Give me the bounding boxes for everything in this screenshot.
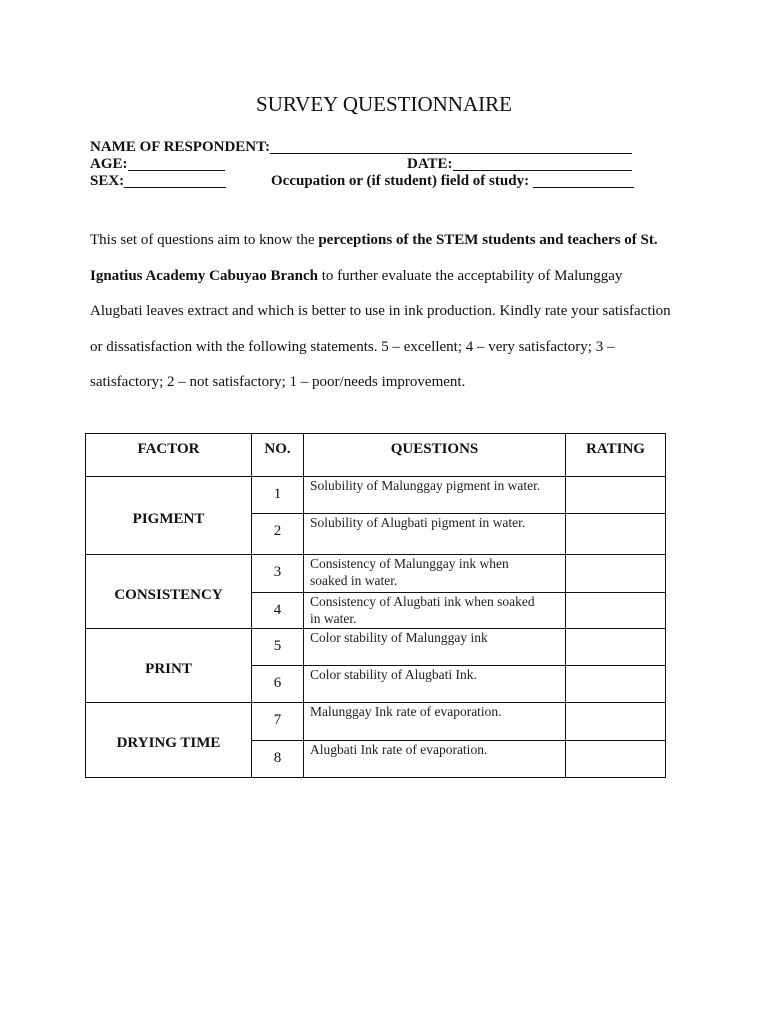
item-number: 6 <box>252 666 304 703</box>
questions-header: QUESTIONS <box>304 434 566 477</box>
rating-header: RATING <box>566 434 666 477</box>
intro-text: satisfactory; 2 – not satisfactory; 1 – poor/needs improvement. <box>90 374 466 390</box>
page-title: SURVEY QUESTIONNAIRE <box>256 92 512 116</box>
intro-line <box>90 365 671 401</box>
age-label: AGE: <box>90 156 128 172</box>
item-number: 4 <box>252 593 304 629</box>
question-cell <box>304 477 566 514</box>
respondent-name-blank <box>270 139 632 154</box>
item-number: 7 <box>252 703 304 741</box>
question-text: Alugbati Ink rate of evaporation. <box>310 742 488 757</box>
intro-text: Alugbati leaves extract and which is better to use in ink production. Kindly rate your satisfaction <box>90 303 671 319</box>
factor-cell: CONSISTENCY <box>86 555 252 629</box>
question-cell <box>304 666 566 703</box>
sex-blank <box>124 173 226 188</box>
factor-header: FACTOR <box>86 434 252 477</box>
rating-cell <box>566 703 666 741</box>
intro-emphasis: Ignatius Academy Cabuyao Branch <box>90 267 318 284</box>
age-blank <box>128 156 226 171</box>
question-text: Color stability of Alugbati Ink. <box>310 667 477 682</box>
occupation-label: Occupation or (if student) field of study: <box>271 173 530 189</box>
intro-line <box>90 259 671 295</box>
intro-line <box>90 223 671 259</box>
table-row <box>86 629 666 666</box>
rating-cell <box>566 593 666 629</box>
intro-line <box>90 294 671 330</box>
rating-cell <box>566 666 666 703</box>
question-cell <box>304 629 566 666</box>
intro-text: to further evaluate the acceptability of Malunggay <box>321 267 623 284</box>
date-label: DATE: <box>407 156 453 172</box>
respondent-name-field <box>90 139 632 156</box>
rating-cell <box>566 741 666 778</box>
question-text: Consistency of Alugbati ink when soaked in water. <box>310 594 535 626</box>
respondent-name-label: NAME OF RESPONDENT: <box>90 139 270 155</box>
intro-text: or dissatisfaction with the following statements. 5 – excellent; 4 – very satisfactory; 3 – <box>90 338 615 355</box>
rating-cell <box>566 477 666 514</box>
factor-cell: PIGMENT <box>86 477 252 555</box>
sex-label: SEX: <box>90 173 125 189</box>
occupation-blank <box>533 173 634 188</box>
intro-text: This set of questions aim to know the <box>90 232 315 248</box>
intro-line <box>90 330 671 366</box>
question-cell <box>304 555 566 593</box>
item-number: 3 <box>252 555 304 593</box>
table-row <box>86 555 666 593</box>
number-header: NO. <box>252 434 304 477</box>
question-text: Solubility of Malunggay pigment in water. <box>310 478 541 493</box>
item-number: 5 <box>252 629 304 666</box>
rating-cell <box>566 514 666 555</box>
date-field <box>407 156 632 173</box>
question-cell <box>304 514 566 555</box>
table-row <box>86 477 666 514</box>
question-text: Color stability of Malunggay ink <box>310 630 488 645</box>
intro-emphasis: perceptions of the STEM students and teachers of St. <box>318 232 658 248</box>
date-blank <box>453 156 632 171</box>
item-number: 1 <box>252 477 304 514</box>
item-number: 8 <box>252 741 304 778</box>
question-text: Solubility of Alugbati pigment in water. <box>310 515 526 530</box>
table-row <box>86 703 666 741</box>
factor-cell: DRYING TIME <box>86 703 252 778</box>
occupation-field <box>271 173 634 190</box>
question-cell <box>304 593 566 629</box>
question-cell <box>304 703 566 741</box>
question-text: Malunggay Ink rate of evaporation. <box>310 704 502 719</box>
survey-table <box>85 433 666 778</box>
item-number: 2 <box>252 514 304 555</box>
sex-field <box>90 173 226 190</box>
rating-cell <box>566 555 666 593</box>
question-cell <box>304 741 566 778</box>
question-text: Consistency of Malunggay ink when soaked in water. <box>310 556 509 588</box>
age-field <box>90 156 225 173</box>
rating-cell <box>566 629 666 666</box>
factor-cell: PRINT <box>86 629 252 703</box>
intro-paragraph <box>90 223 671 401</box>
table-header-row <box>86 434 666 477</box>
